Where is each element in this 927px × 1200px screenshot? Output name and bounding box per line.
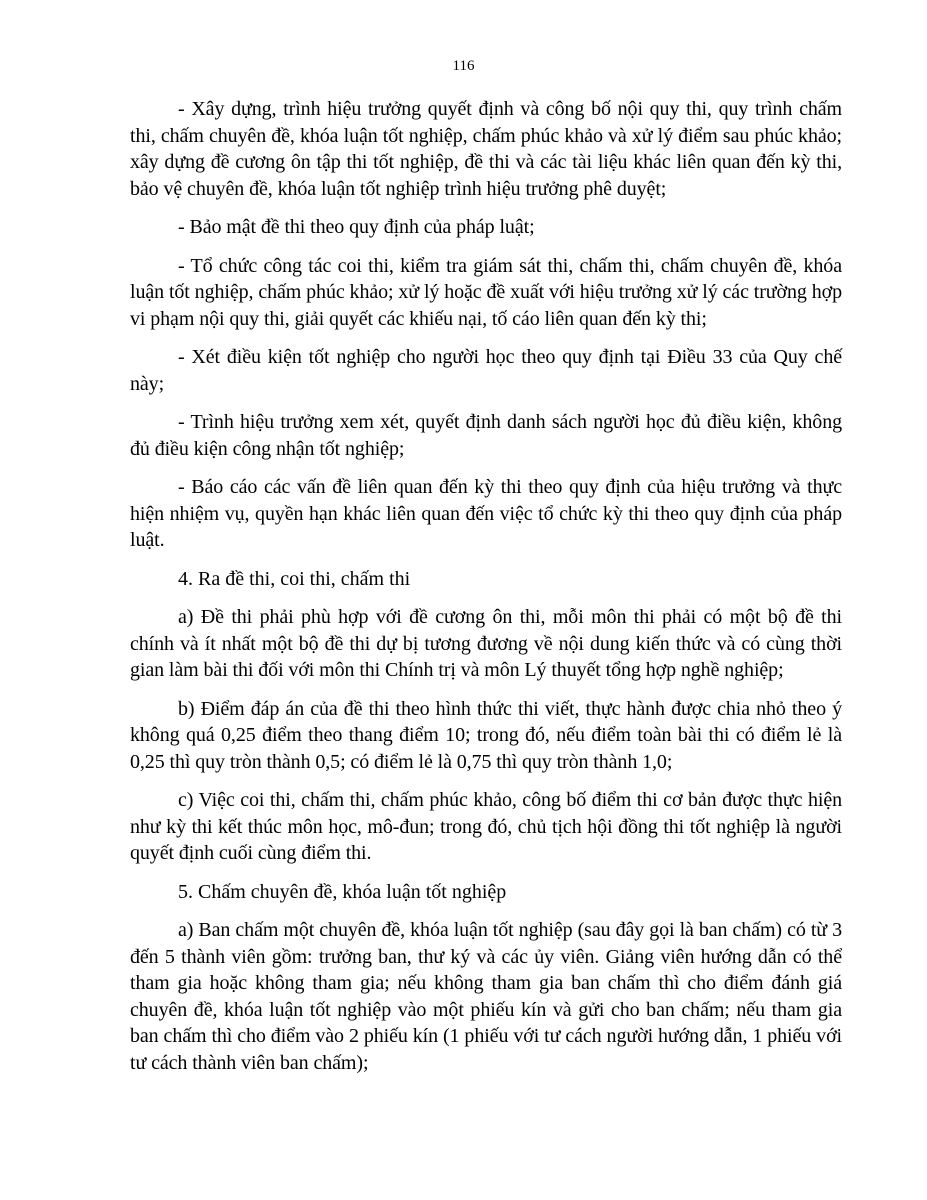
section-heading: 5. Chấm chuyên đề, khóa luận tốt nghiệp [178,880,507,903]
paragraph: c) Việc coi thi, chấm thi, chấm phúc khảo, công bố điểm thi cơ bản được thực hiện như kỳ thi kết thúc môn học, mô-đun; trong đó, chủ tịch hội đồng thi tốt nghiệp là người quyết định cuối cùng điểm thi. [130,789,842,864]
paragraph: b) Điểm đáp án của đề thi theo hình thức thi viết, thực hành được chia nhỏ theo ý không quá 0,25 điểm theo thang điểm 10; trong đó, nếu điểm toàn bài thi có điểm lẻ là 0,25 thì quy tròn thành 0,5; có điểm lẻ là 0,75 thì quy tròn thành 1,0; [130,697,842,773]
paragraph: a) Đề thi phải phù hợp với đề cương ôn thi, mỗi môn thi phải có một bộ đề thi chính và ít nhất một bộ đề thi dự bị tương đương về nội dung kiến thức và có cùng thời gian làm bài thi đối với môn thi Chính trị và môn Lý thuyết tổng hợp nghề nghiệp; [130,606,842,681]
paragraph: - Trình hiệu trưởng xem xét, quyết định danh sách người học đủ điều kiện, không đủ điều kiện công nhận tốt nghiệp; [130,411,842,460]
section-heading: 4. Ra đề thi, coi thi, chấm thi [178,567,411,590]
page-number: 116 [452,58,475,74]
paragraph: a) Ban chấm một chuyên đề, khóa luận tốt nghiệp (sau đây gọi là ban chấm) có từ 3 đến 5 thành viên gồm: trưởng ban, thư ký và các ủy viên. Giảng viên hướng dẫn có thể tham gia hoặc không tham gia; nếu không tham gia ban chấm thì cho điểm đánh giá chuyên đề, khóa luận tốt nghiệp vào một phiếu kín và gửi cho ban chấm; nếu tham gia ban chấm thì cho điểm vào 2 phiếu kín (1 phiếu với tư cách người hướng dẫn, 1 phiếu với tư cách thành viên ban chấm); [130,919,842,1074]
paragraph: - Báo cáo các vấn đề liên quan đến kỳ thi theo quy định của hiệu trưởng và thực hiện nhiệm vụ, quyền hạn khác liên quan đến việc tổ chức kỳ thi theo quy định của pháp luật. [130,476,842,551]
paragraph: - Tổ chức công tác coi thi, kiểm tra giám sát thi, chấm thi, chấm chuyên đề, khóa luận tốt nghiệp, chấm phúc khảo; xử lý hoặc đề xuất với hiệu trưởng xử lý các trường hợp vi phạm nội quy thi, giải quyết các khiếu nại, tố cáo liên quan đến kỳ thi; [130,254,842,330]
paragraph: - Bảo mật đề thi theo quy định của pháp luật; [178,216,535,238]
paragraph: - Xây dựng, trình hiệu trưởng quyết định và công bố nội quy thi, quy trình chấm thi, chấm chuyên đề, khóa luận tốt nghiệp, chấm phúc khảo và xử lý điểm sau phúc khảo; xây dựng đề cương ôn tập thi tốt nghiệp, đề thi và các tài liệu khác liên quan đến kỳ thi, bảo vệ chuyên đề, khóa luận tốt nghiệp trình hiệu trưởng phê duyệt; [130,98,842,200]
document-body [130,96,842,1088]
paragraph: - Xét điều kiện tốt nghiệp cho người học theo quy định tại Điều 33 của Quy chế này; [130,346,842,395]
